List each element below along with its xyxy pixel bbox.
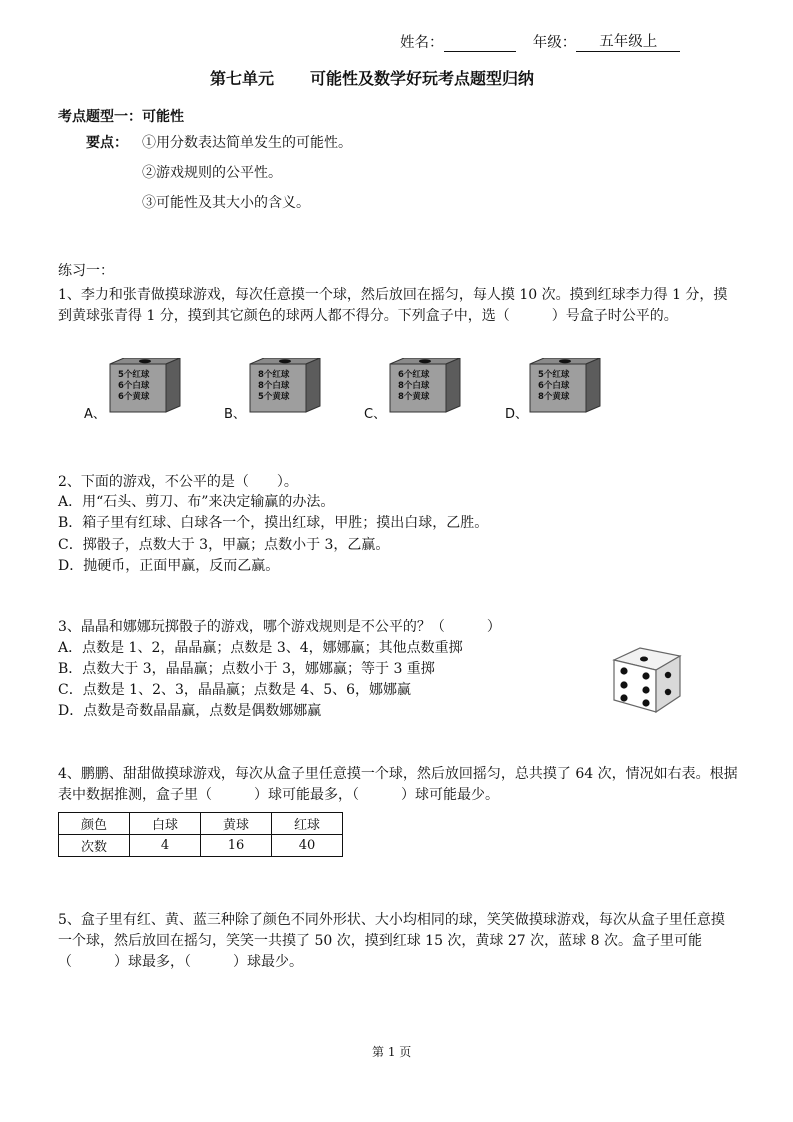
question-4-text: 4、鹏鹏、甜甜做摸球游戏，每次从盒子里任意摸一个球，然后放回摇匀，总共摸了 64 次，情况如右表。根据表中数据推测，盒子里（ ）球可能最多，（ ）球可能最少。 bbox=[58, 766, 738, 803]
table-cell: 4 bbox=[130, 835, 201, 857]
ball-box-icon bbox=[108, 358, 182, 410]
page-number: 第 1 页 bbox=[372, 1045, 412, 1059]
box-content-line: 6个白球 bbox=[118, 381, 150, 391]
table-row bbox=[59, 835, 343, 857]
box-option-label: D、 bbox=[505, 407, 529, 422]
q3-option-b: B．点数大于 3，晶晶赢；点数小于 3，娜娜赢；等于 3 重掷 bbox=[58, 661, 435, 677]
box-content-line: 8个黄球 bbox=[398, 392, 430, 402]
name-blank[interactable] bbox=[444, 51, 516, 52]
box-content-line: 6个黄球 bbox=[118, 392, 150, 402]
q2-option-c: C．掷骰子，点数大于 3，甲赢；点数小于 3，乙赢。 bbox=[58, 537, 390, 553]
student-info-header bbox=[400, 30, 680, 52]
ball-box-icon bbox=[528, 358, 602, 410]
section-type-label: 考点题型一：可能性 bbox=[58, 109, 184, 125]
ball-box-icon bbox=[248, 358, 322, 410]
q3-option-d: D．点数是奇数晶晶赢，点数是偶数娜娜赢 bbox=[58, 703, 322, 719]
table-header-cell: 白球 bbox=[130, 813, 201, 835]
q2-option-b: B．箱子里有红球、白球各一个，摸出红球，甲胜；摸出白球，乙胜。 bbox=[58, 515, 489, 531]
grade-label: 年级： bbox=[532, 35, 577, 51]
q2-option-d: D．抛硬币，正面甲赢，反而乙赢。 bbox=[58, 558, 280, 574]
ball-box-icon bbox=[388, 358, 462, 410]
box-option-label: B、 bbox=[224, 407, 246, 422]
table-cell: 16 bbox=[201, 835, 272, 857]
box-content-line: 8个红球 bbox=[258, 370, 290, 380]
frequency-table bbox=[58, 812, 343, 857]
name-label: 姓名： bbox=[400, 35, 444, 51]
page-title bbox=[210, 66, 534, 89]
q2-option-a: A．用“石头、剪刀、布”来决定输赢的办法。 bbox=[58, 494, 335, 510]
question-3-text: 3、晶晶和娜娜玩掷骰子的游戏，哪个游戏规则是不公平的？（ ） bbox=[58, 619, 501, 635]
box-content-line: 5个红球 bbox=[118, 370, 150, 380]
table-header-cell: 红球 bbox=[272, 813, 343, 835]
table-cell: 次数 bbox=[59, 835, 130, 857]
box-content-line: 5个红球 bbox=[538, 370, 570, 380]
dice-icon bbox=[604, 638, 686, 716]
box-content-line: 6个白球 bbox=[538, 381, 570, 391]
box-option-label: C、 bbox=[364, 407, 387, 422]
q3-option-c: C．点数是 1、2、3，晶晶赢；点数是 4、5、6，娜娜赢 bbox=[58, 682, 412, 698]
box-option-label: A、 bbox=[84, 407, 106, 422]
box-content-line: 8个白球 bbox=[258, 381, 290, 391]
key-points-label: 要点： bbox=[86, 135, 128, 151]
table-cell: 40 bbox=[272, 835, 343, 857]
unit-title: 第七单元 bbox=[210, 69, 275, 88]
grade-value: 五年级上 bbox=[576, 30, 680, 52]
key-point-1: ①用分数表达简单发生的可能性。 bbox=[142, 135, 352, 151]
exercise-label: 练习一： bbox=[58, 263, 114, 279]
table-header-row bbox=[59, 813, 343, 835]
table-header-cell: 颜色 bbox=[59, 813, 130, 835]
key-point-3: ③可能性及其大小的含义。 bbox=[142, 195, 310, 211]
question-5-text: 5、盒子里有红、黄、蓝三种除了颜色不同外形状、大小均相同的球，笑笑做摸球游戏，每次从盒子里任意摸一个球，然后放回在摇匀，笑笑一共摸了 50 次，摸到红球 15 次，黄球 27 次，蓝球 8 次。盒子里可能（ ）球最多，（ ）球最少。 bbox=[58, 912, 725, 970]
box-content-line: 8个白球 bbox=[398, 381, 430, 391]
box-content-line: 5个黄球 bbox=[258, 392, 290, 402]
q3-option-a: A．点数是 1、2，晶晶赢；点数是 3、4，娜娜赢；其他点数重掷 bbox=[58, 640, 463, 656]
table-header-cell: 黄球 bbox=[201, 813, 272, 835]
question-2-text: 2、下面的游戏，不公平的是（ ）。 bbox=[58, 474, 298, 490]
key-point-2: ②游戏规则的公平性。 bbox=[142, 165, 282, 181]
question-1-text: 1、李力和张青做摸球游戏，每次任意摸一个球，然后放回在摇匀，每人摸 10 次。摸到红球李力得 1 分，摸到黄球张青得 1 分，摸到其它颜色的球两人都不得分。下列盒子中，选（ ）号盒子时公平的。 bbox=[58, 287, 728, 324]
topic-title: 可能性及数学好玩考点题型归纳 bbox=[310, 69, 535, 88]
box-content-line: 8个黄球 bbox=[538, 392, 570, 402]
box-content-line: 6个红球 bbox=[398, 370, 430, 380]
